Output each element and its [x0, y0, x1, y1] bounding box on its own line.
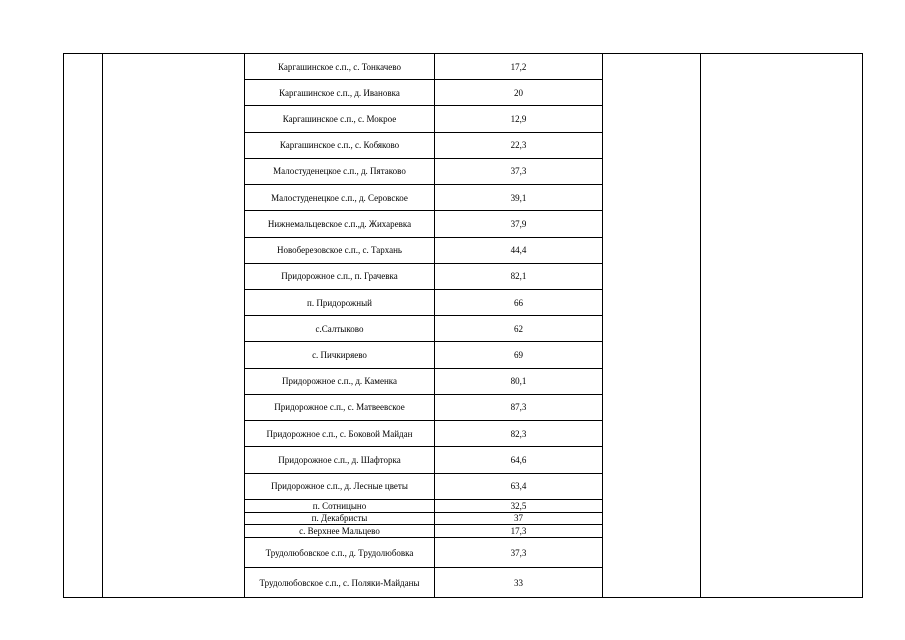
value-cell: 17,2: [435, 54, 603, 80]
value-cell: 37: [435, 512, 603, 525]
place-cell: п. Придорожный: [245, 289, 435, 315]
empty-cell-col2: [103, 54, 245, 598]
place-cell: п. Сотницыно: [245, 499, 435, 512]
value-cell: 22,3: [435, 132, 603, 158]
value-cell: 39,1: [435, 185, 603, 211]
value-cell: 37,3: [435, 158, 603, 184]
empty-cell-col6: [701, 54, 863, 598]
place-cell: Трудолюбовское с.п., д. Трудолюбовка: [245, 538, 435, 568]
value-cell: 20: [435, 80, 603, 106]
place-cell: Придорожное с.п., п. Грачевка: [245, 263, 435, 289]
value-cell: 32,5: [435, 499, 603, 512]
place-cell: Каргашинское с.п., с. Тонкачево: [245, 54, 435, 80]
value-cell: 87,3: [435, 394, 603, 420]
value-cell: 37,3: [435, 538, 603, 568]
settlements-table: [63, 53, 863, 598]
place-cell: Придорожное с.п., д. Каменка: [245, 368, 435, 394]
value-cell: 12,9: [435, 106, 603, 132]
place-cell: с. Верхнее Мальцево: [245, 525, 435, 538]
place-cell: Придорожное с.п., с. Боковой Майдан: [245, 421, 435, 447]
place-cell: Каргашинское с.п., д. Ивановка: [245, 80, 435, 106]
value-cell: 63,4: [435, 473, 603, 499]
value-cell: 82,1: [435, 263, 603, 289]
value-cell: 80,1: [435, 368, 603, 394]
value-cell: 44,4: [435, 237, 603, 263]
value-cell: 66: [435, 289, 603, 315]
document-page: [63, 53, 862, 598]
place-cell: Каргашинское с.п., с. Кобяково: [245, 132, 435, 158]
place-cell: Каргашинское с.п., с. Мокрое: [245, 106, 435, 132]
place-cell: Трудолюбовское с.п., с. Поляки-Майданы: [245, 568, 435, 598]
place-cell: п. Декабристы: [245, 512, 435, 525]
place-cell: с. Пичкиряево: [245, 342, 435, 368]
place-cell: с.Салтыково: [245, 316, 435, 342]
value-cell: 82,3: [435, 421, 603, 447]
value-cell: 62: [435, 316, 603, 342]
value-cell: 37,9: [435, 211, 603, 237]
empty-cell-col1: [64, 54, 103, 598]
value-cell: 17,3: [435, 525, 603, 538]
empty-cell-col5: [603, 54, 701, 598]
value-cell: 33: [435, 568, 603, 598]
place-cell: Малостуденецкое с.п., д. Пятаково: [245, 158, 435, 184]
value-cell: 69: [435, 342, 603, 368]
place-cell: Нижнемальцевское с.п.,д. Жихаревка: [245, 211, 435, 237]
place-cell: Придорожное с.п., с. Матвеевское: [245, 394, 435, 420]
value-cell: 64,6: [435, 447, 603, 473]
table-row: [64, 54, 863, 80]
place-cell: Малостуденецкое с.п., д. Серовское: [245, 185, 435, 211]
place-cell: Новоберезовское с.п., с. Тархань: [245, 237, 435, 263]
place-cell: Придорожное с.п., д. Шафторка: [245, 447, 435, 473]
place-cell: Придорожное с.п., д. Лесные цветы: [245, 473, 435, 499]
